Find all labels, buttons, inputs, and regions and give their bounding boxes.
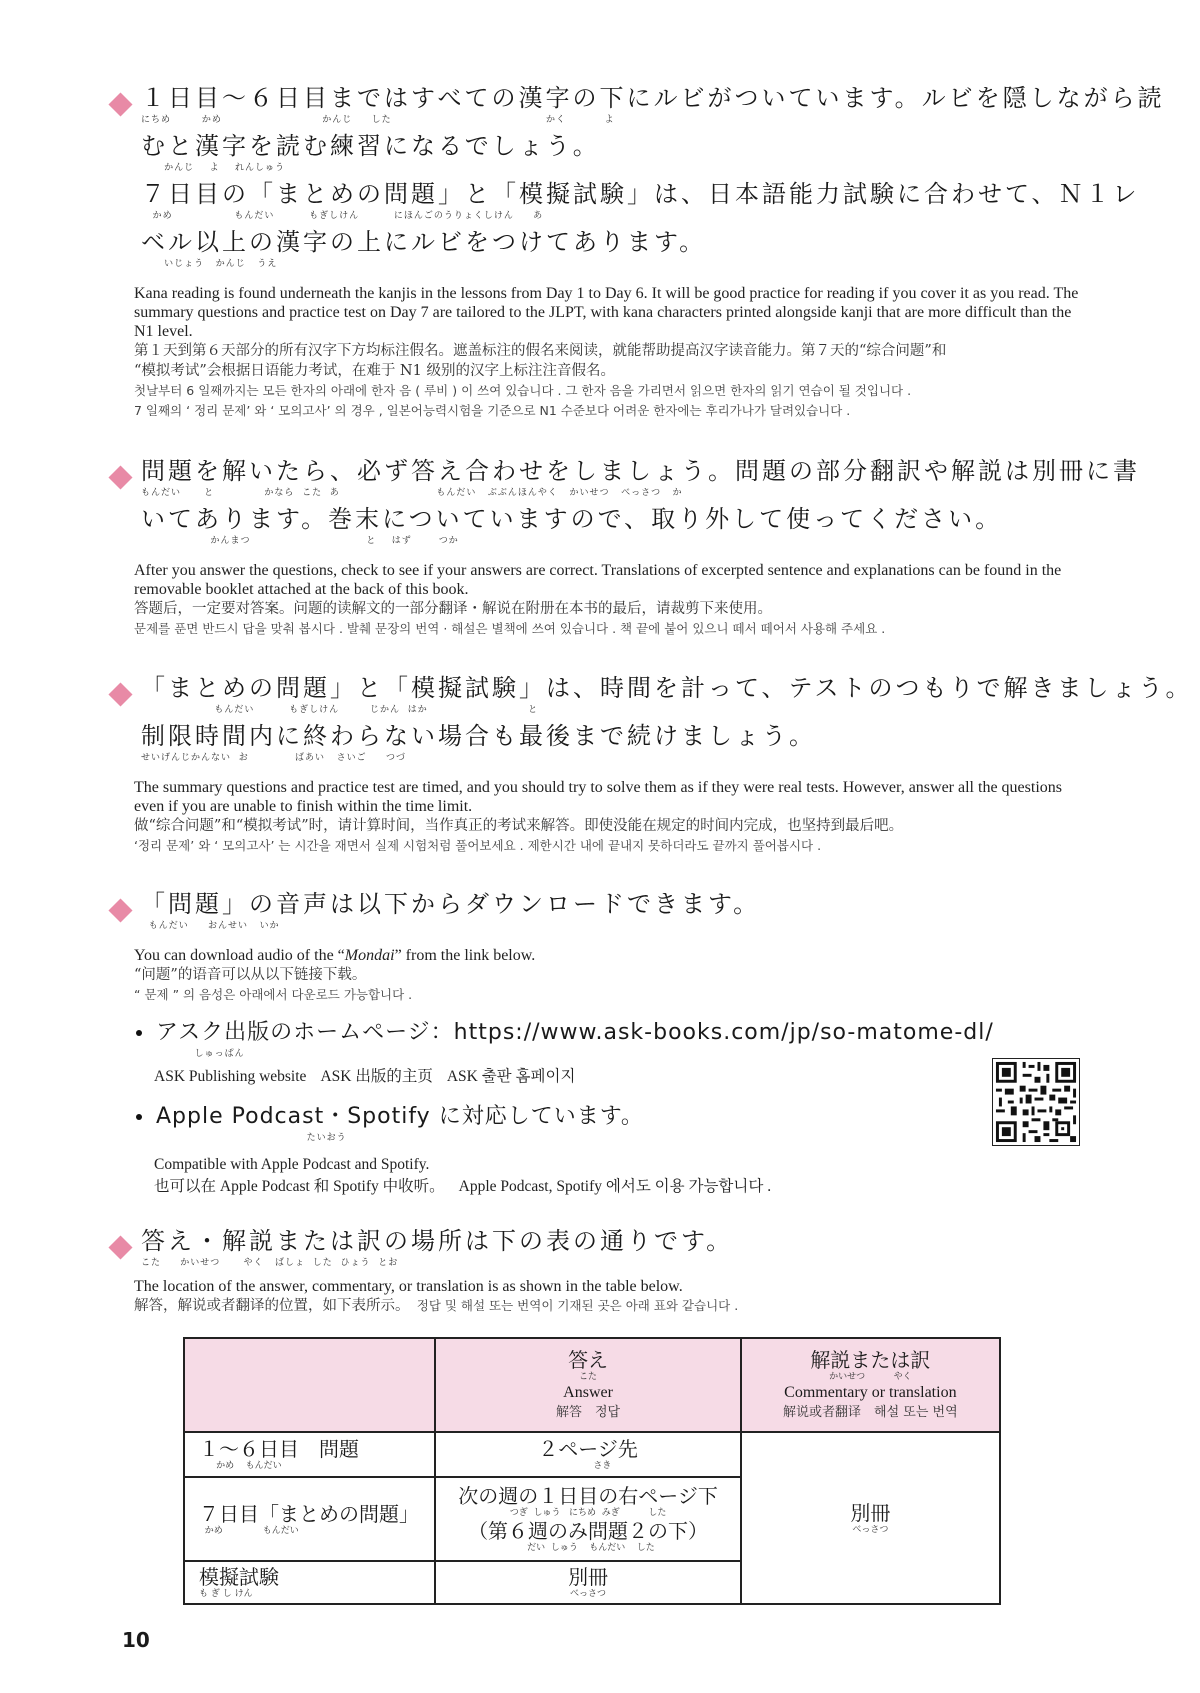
diamond-bullet-icon (108, 465, 132, 489)
ruby-line: せいげんじかんない お ばあい さいご つづ (141, 753, 406, 763)
table-cell-answer: ２ページ先 さき (435, 1432, 740, 1477)
jp-line: いてあります。巻末についていますので、取り外して使ってください。 (141, 505, 1003, 533)
chinese-translation: 解答，解说或者翻译的位置，如下表所示。 정답 및 해설 또는 번역이 기재된 곳은 아래 표와 같습니다 . (134, 1298, 739, 1314)
english-translation: Kana reading is found underneath the kanjis in the lessons from Day 1 to Day 6. It will be good practice for reading if you cover it as you read. The summary questions and practice test on Day 7 are tailored to the JLPT, with kana characters printed alongside kanji that are more difficult than the N1 level. (134, 285, 1079, 340)
diamond-bullet-icon (108, 682, 132, 706)
table-header-row (184, 1338, 1000, 1432)
jp-line: むと漢字を読む練習になるでしょう。 (141, 132, 600, 160)
ruby-line: しゅっぱん (156, 1049, 245, 1059)
jp-line: １日目～６日目まではすべての漢字の下にルビがついています。ルビを隠しながら読 (141, 84, 1165, 112)
jp-line: 答え・解説または訳の場所は下の表の通りです。 (141, 1227, 734, 1255)
table-header-empty (184, 1338, 435, 1432)
ruby-line: もんだい もぎしけん じかん はか と (141, 705, 539, 715)
korean-translation: ‘정리 문제’ 와 ‘ 모의고사’ 는 시간을 재면서 실제 시험처럼 풀어보세요 . 제한시간 내에 끝내지 못하더라도 끝까지 풀어봅시다 . (134, 838, 822, 853)
podcast-item: Apple Podcast・Spotify に対応しています。 たいおう Compatible with Apple Podcast and Spotify. 也可以在 Apple Podcast 和 Spotify 中收听。 Apple Podcast, Spotify 에서도 이용 가능합니다 . (132, 1102, 1072, 1198)
table-header-commentary: 解説または訳 かいせつ やく Commentary or translation 解说或者翻译 해설 또는 번역 (741, 1338, 1000, 1432)
ruby-line: こた かいせつ やく ばしょ した ひょう とお (141, 1258, 399, 1268)
location-table (183, 1337, 1001, 1605)
diamond-bullet-icon (108, 92, 132, 116)
english-translation: The summary questions and practice test are timed, and you should try to solve them as if they were real tests. However, answer all the questions even if you are unable to finish within the time limit. (134, 779, 1062, 815)
ruby-line: かめ もんだい もぎしけん にほんごのうりょくしけん あ (141, 211, 544, 221)
bullet-dot-icon (136, 1114, 142, 1120)
section-audio-note (108, 888, 1088, 1005)
chinese-translation: “问题”的语音可以从以下链接下载。 (134, 967, 367, 983)
korean-translation: “ 문제 ” 의 음성은 아래에서 다운로드 가능합니다 . (134, 987, 413, 1002)
diamond-bullet-icon (108, 1235, 132, 1259)
jp-line: 制限時間内に終わらない場合も最後まで続けましょう。 (141, 722, 816, 750)
bullet-dot-icon (136, 1030, 142, 1036)
table-cell-answer: 次の週の１日目の右ページ下 つぎ しゅう にちめ みぎ した （第６週のみ問題２の下） だい しゅう もんだい した (435, 1477, 740, 1561)
jp-line: ７日目の「まとめの問題」と「模擬試験」は、日本語能力試験に合わせて、Ｎ１レ (141, 180, 1140, 208)
ruby-line: もんだい と かなら こた あ もんだい ぶぶんほんやく かいせつ べっさつ か (141, 488, 683, 498)
chinese-translation: 第１天到第６天部分的所有汉字下方均标注假名。遮盖标注的假名来阅读，就能帮助提高汉字读音能力。第７天的“综合问题”和 (134, 343, 947, 359)
section-ruby-note (108, 82, 1165, 421)
table-cell-answer: 別冊 べっさつ (435, 1561, 740, 1604)
table-row (184, 1432, 1000, 1477)
chinese-translation: 答题后，一定要对答案。问题的读解文的一部分翻译・解说在附册在本书的最后，请裁剪下来使用。 (134, 601, 772, 617)
jp-line: 「まとめの問題」と「模擬試験」は、時間を計って、テストのつもりで解きましょう。 (141, 674, 1193, 702)
english-translation: You can download audio of the “Mondai” from the link below. (134, 947, 536, 964)
table-cell-commentary-merged: 別冊 べっさつ (741, 1432, 1000, 1604)
table-cell-label: ７日目「まとめの問題」 かめ もんだい (184, 1477, 435, 1561)
chinese-translation: 做“综合问题”和“模拟考试”时，请计算时间，当作真正的考试来解答。即使没能在规定的时间内完成，也坚持到最后吧。 (134, 818, 904, 834)
jp-line: 「問題」の音声は以下からダウンロードできます。 (141, 890, 761, 918)
ruby-line: たいおう (156, 1133, 347, 1143)
table-cell-label: 模擬試験 も ぎ し けん (184, 1561, 435, 1604)
english-translation: The location of the answer, commentary, or translation is as shown in the table below. (134, 1278, 683, 1295)
diamond-bullet-icon (108, 898, 132, 922)
jp-line: 問題を解いたら、必ず答え合わせをしましょう。問題の部分翻訳や解説は別冊に書 (141, 457, 1140, 485)
ruby-line: もんだい おんせい いか (141, 921, 280, 931)
ruby-line: かんまつ と はず つか (141, 536, 459, 546)
korean-translation: 문제를 푼면 반드시 답을 맞춰 봅시다 . 발췌 문장의 번역 · 해설은 별책에 쓰여 있습니다 . 책 끝에 붙어 있으니 떼서 떼어서 사용해 주세요 . (134, 621, 886, 636)
ruby-line: かんじ よ れんしゅう (141, 163, 286, 173)
english-translation: After you answer the questions, check to see if your answers are correct. Translations of excerpted sentence and explanations can be found in the removable booklet attached at the back of this book. (134, 562, 1062, 598)
qr-code-icon[interactable] (992, 1058, 1080, 1146)
ruby-line: いじょう かんじ うえ (141, 259, 278, 269)
ruby-line: にちめ かめ かんじ した かく よ (141, 115, 615, 125)
chinese-translation: “模拟考试”会根据日语能力考试，在难于 N1 级别的汉字上标注注音假名。 (134, 363, 615, 379)
jp-line: ベル以上の漢字の上にルビをつけてあります。 (141, 228, 707, 256)
section-timed-note (108, 672, 1193, 856)
page-number: 10 (122, 1628, 150, 1652)
section-answers-note (108, 455, 1140, 639)
korean-translation: 첫날부터 6 일째까지는 모든 한자의 아래에 한자 음 ( 루비 ) 이 쓰여 있습니다 . 그 한자 음을 가리면서 읽으면 한자의 읽기 연습이 될 것입니다 . (134, 383, 912, 398)
table-cell-label: １～６日目 問題 かめ もんだい (184, 1432, 435, 1477)
download-link[interactable]: アスク出版のホームページ：https://www.ask-books.com/jp/so-matome-dl/ (156, 1020, 994, 1045)
download-link-item: アスク出版のホームページ：https://www.ask-books.com/jp/so-matome-dl/ しゅっぱん ASK Publishing website ASK 出版的主页 ASK 출판 홈페이지 (132, 1018, 1072, 1088)
table-header-answer: 答え こた Answer 解答 정답 (435, 1338, 740, 1432)
korean-translation: 7 일째의 ‘ 정리 문제’ 와 ‘ 모의고사’ 의 경우 , 일본어능력시험을 기준으로 N1 수준보다 어려운 한자에는 후리가나가 달려있습니다 . (134, 403, 851, 418)
section-location-note (108, 1225, 1088, 1316)
